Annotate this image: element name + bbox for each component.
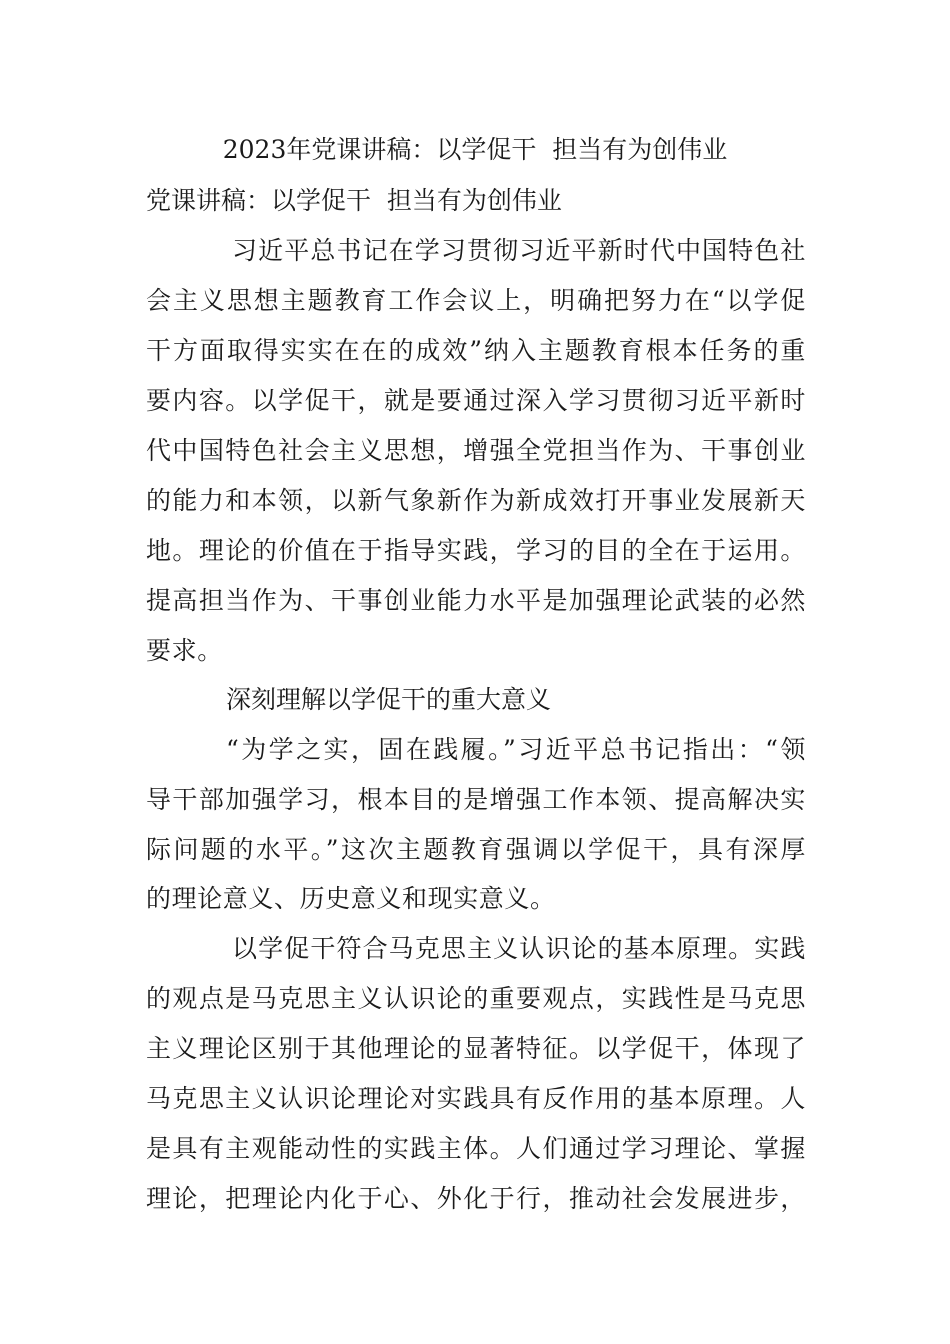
paragraph-line: 地。理论的价值在于指导实践，学习的目的全在于运用。: [146, 536, 806, 565]
paragraph-line: 主义理论区别于其他理论的显著特征。以学促干，体现了: [146, 1034, 806, 1063]
paragraph-line: 的能力和本领，以新气象新作为新成效打开事业发展新天: [146, 486, 806, 515]
paragraph-line: 习近平总书记在学习贯彻习近平新时代中国特色社: [232, 236, 806, 265]
paragraph-line: 以学促干符合马克思主义认识论的基本原理。实践: [232, 934, 806, 963]
paragraph-line: 马克思主义认识论理论对实践具有反作用的基本原理。人: [146, 1084, 806, 1113]
paragraph-line: 的观点是马克思主义认识论的重要观点，实践性是马克思: [146, 984, 806, 1013]
section-heading: 深刻理解以学促干的重大意义: [226, 685, 552, 714]
paragraph-line: 要求。: [146, 636, 223, 665]
paragraph-line: 的理论意义、历史意义和现实意义。: [146, 884, 556, 913]
paragraph-line: 际问题的水平。”这次主题教育强调以学促干，具有深厚: [146, 835, 806, 864]
paragraph-line: “为学之实，固在践履。”习近平总书记指出：“领: [226, 735, 806, 764]
paragraph-line: 是具有主观能动性的实践主体。人们通过学习理论、掌握: [146, 1134, 806, 1163]
paragraph-line: 导干部加强学习，根本目的是增强工作本领、提高解决实: [146, 785, 806, 814]
paragraph-line: 提高担当作为、干事创业能力水平是加强理论武装的必然: [146, 586, 806, 615]
document-subtitle: 党课讲稿：以学促干 担当有为创伟业: [146, 186, 562, 215]
paragraph-line: 要内容。以学促干，就是要通过深入学习贯彻习近平新时: [146, 386, 806, 415]
paragraph-line: 代中国特色社会主义思想，增强全党担当作为、干事创业: [146, 436, 806, 465]
paragraph-line: 会主义思想主题教育工作会议上，明确把努力在“以学促: [146, 286, 806, 315]
paragraph-line: 理论，把理论内化于心、外化于行，推动社会发展进步，: [146, 1184, 806, 1213]
paragraph-line: 干方面取得实实在在的成效”纳入主题教育根本任务的重: [146, 336, 806, 365]
document-title: 2023年党课讲稿：以学促干 担当有为创伟业: [222, 135, 728, 164]
